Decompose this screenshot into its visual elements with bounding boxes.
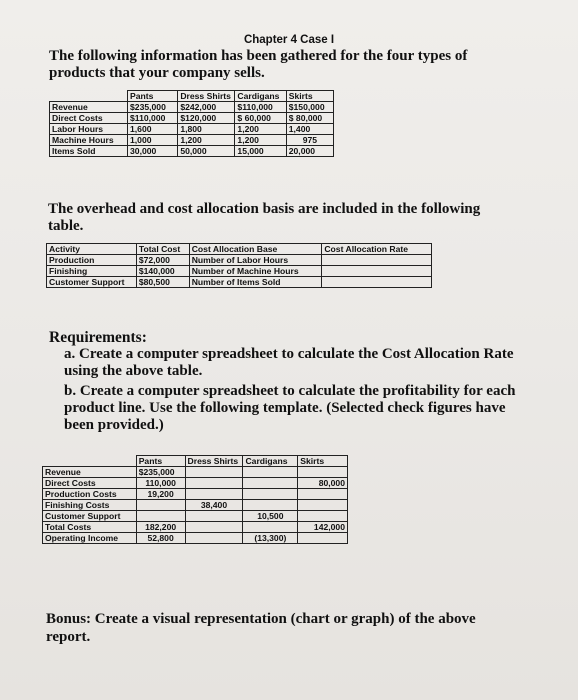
rate-cell: [322, 255, 432, 266]
table-cell: Number of Labor Hours: [189, 255, 322, 266]
products-table: [49, 90, 334, 157]
table-cell: Number of Items Sold: [189, 277, 322, 288]
table-row: [43, 522, 348, 533]
table-row: [43, 489, 348, 500]
table-cell: [185, 467, 243, 478]
table-cell: $110,000: [235, 102, 286, 113]
table-cell: $72,000: [136, 255, 189, 266]
table-row: [47, 266, 432, 277]
table-cell: $80,500: [136, 277, 189, 288]
table-cell: 30,000: [128, 146, 178, 157]
header-cell: Skirts: [286, 91, 333, 102]
header-cell: Pants: [128, 91, 178, 102]
table-cell: 1,000: [128, 135, 178, 146]
row-label: Production Costs: [43, 489, 137, 500]
row-label: Items Sold: [50, 146, 128, 157]
table-cell: [185, 511, 243, 522]
table-cell: $242,000: [178, 102, 235, 113]
row-label: Revenue: [50, 102, 128, 113]
intro-paragraph: The following information has been gathered for the four types of products that your company sells.: [49, 48, 468, 81]
overhead-table: [46, 243, 432, 288]
table-cell: [185, 478, 243, 489]
table-cell: $ 60,000: [235, 113, 286, 124]
table-cell: [185, 533, 243, 544]
row-label: Finishing Costs: [43, 500, 137, 511]
table-cell: 20,000: [286, 146, 333, 157]
row-label: Finishing: [47, 266, 137, 277]
header-cell: Cardigans: [235, 91, 286, 102]
table-cell: $110,000: [128, 113, 178, 124]
table-cell: [243, 467, 298, 478]
row-label: Direct Costs: [50, 113, 128, 124]
table-row: [43, 478, 348, 489]
table-cell: [243, 522, 298, 533]
header-cell: Activity: [47, 244, 137, 255]
table-cell: 52,800: [136, 533, 185, 544]
table-cell: [136, 500, 185, 511]
table-cell: 38,400: [185, 500, 243, 511]
table-cell: [185, 522, 243, 533]
table-cell: $150,000: [286, 102, 333, 113]
table-row: [43, 533, 348, 544]
header-cell: Pants: [136, 456, 185, 467]
table-row: [50, 124, 334, 135]
table-cell: [136, 511, 185, 522]
header-cell: Cardigans: [243, 456, 298, 467]
table-cell: 142,000: [298, 522, 348, 533]
table-cell: 10,500: [243, 511, 298, 522]
table-cell: 975: [286, 135, 333, 146]
row-label: Total Costs: [43, 522, 137, 533]
table-cell: 1,800: [178, 124, 235, 135]
table-cell: [243, 500, 298, 511]
row-label: Operating Income: [43, 533, 137, 544]
row-label: Machine Hours: [50, 135, 128, 146]
header-cell: [43, 456, 137, 467]
table-cell: 110,000: [136, 478, 185, 489]
table-cell: [298, 533, 348, 544]
table-cell: $140,000: [136, 266, 189, 277]
table-row: [50, 146, 334, 157]
table-cell: 1,600: [128, 124, 178, 135]
table-cell: [298, 500, 348, 511]
table-cell: $235,000: [128, 102, 178, 113]
bonus-paragraph: Bonus: Create a visual representation (chart or graph) of the above report.: [46, 611, 476, 645]
requirements-heading: Requirements:: [49, 329, 147, 346]
requirement-b: b. Create a computer spreadsheet to calculate the profitability for each product line. Use the following template. (Selected check figures have been provided.): [64, 383, 516, 433]
row-label: Labor Hours: [50, 124, 128, 135]
template-table: [42, 455, 348, 544]
rate-cell: [322, 277, 432, 288]
table-row: [50, 135, 334, 146]
header-cell: Dress Shirts: [178, 91, 235, 102]
template-header-row: [43, 456, 348, 467]
table-cell: 19,200: [136, 489, 185, 500]
table-row: [50, 113, 334, 124]
row-label: Production: [47, 255, 137, 266]
table-cell: 50,000: [178, 146, 235, 157]
table-cell: (13,300): [243, 533, 298, 544]
products-header-row: [50, 91, 334, 102]
table-cell: $235,000: [136, 467, 185, 478]
header-cell: Skirts: [298, 456, 348, 467]
table-row: [50, 102, 334, 113]
table-cell: [243, 478, 298, 489]
table-cell: [298, 511, 348, 522]
table-cell: 1,200: [235, 135, 286, 146]
table-cell: [243, 489, 298, 500]
table-row: [47, 255, 432, 266]
table-cell: [298, 489, 348, 500]
table-row: [43, 467, 348, 478]
header-cell: Cost Allocation Rate: [322, 244, 432, 255]
table-cell: 1,400: [286, 124, 333, 135]
table-cell: 1,200: [235, 124, 286, 135]
table-cell: $120,000: [178, 113, 235, 124]
rate-cell: [322, 266, 432, 277]
table-cell: $ 80,000: [286, 113, 333, 124]
overhead-header-row: [47, 244, 432, 255]
header-cell: Cost Allocation Base: [189, 244, 322, 255]
table-row: [43, 511, 348, 522]
header-cell: Dress Shirts: [185, 456, 243, 467]
table-row: [47, 277, 432, 288]
table-row: [43, 500, 348, 511]
row-label: Direct Costs: [43, 478, 137, 489]
table-cell: [298, 467, 348, 478]
header-cell: Total Cost: [136, 244, 189, 255]
table-cell: 1,200: [178, 135, 235, 146]
table-cell: 80,000: [298, 478, 348, 489]
row-label: Customer Support: [47, 277, 137, 288]
table-cell: [185, 489, 243, 500]
overhead-paragraph: The overhead and cost allocation basis are included in the following table.: [48, 201, 481, 234]
header-cell: [50, 91, 128, 102]
table-cell: 15,000: [235, 146, 286, 157]
requirement-a: a. Create a computer spreadsheet to calculate the Cost Allocation Rate using the above table.: [64, 346, 514, 379]
table-cell: 182,200: [136, 522, 185, 533]
row-label: Customer Support: [43, 511, 137, 522]
table-cell: Number of Machine Hours: [189, 266, 322, 277]
row-label: Revenue: [43, 467, 137, 478]
chapter-title: Chapter 4 Case I: [243, 34, 335, 46]
